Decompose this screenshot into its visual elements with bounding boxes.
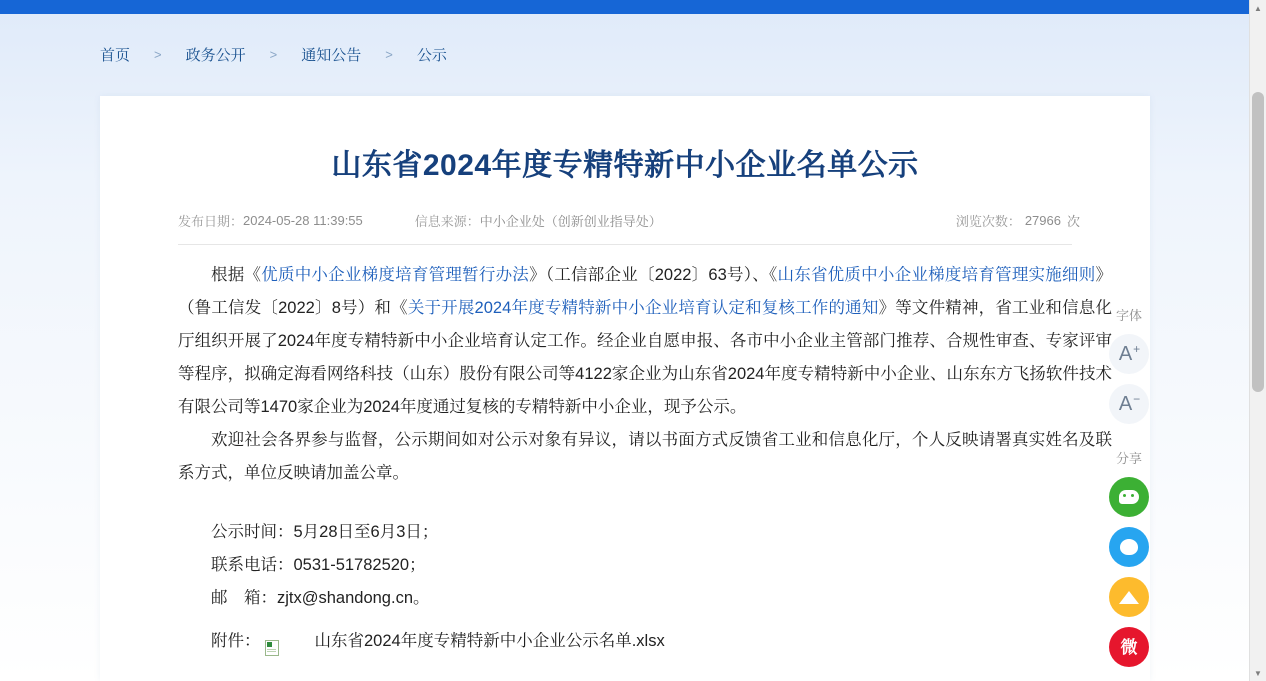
attachment-label: 附件： (211, 632, 261, 650)
breadcrumb-separator: > (269, 47, 278, 62)
breadcrumb-separator: > (385, 47, 393, 62)
qzone-icon (1119, 591, 1139, 604)
para1-text-2: 》（工信部企业〔2022〕63号）、《 (529, 266, 778, 284)
source-label: 信息来源： (414, 214, 480, 229)
font-increase-button[interactable] (1109, 334, 1149, 374)
link-measures-document[interactable]: 优质中小企业梯度培育管理暂行办法 (261, 266, 530, 284)
scroll-down-icon[interactable]: ▼ (1254, 668, 1262, 678)
font-decrease-button[interactable] (1109, 384, 1149, 424)
contact-email: 邮 箱：zjtx@shandong.cn。 (211, 589, 430, 607)
source-value: 中小企业处（创新创业指导处） (479, 214, 662, 229)
para1-text-1: 根据《 (211, 266, 262, 284)
breadcrumb-item-notices[interactable]: 通知公告 (301, 47, 362, 64)
breadcrumb (0, 14, 1250, 65)
link-shandong-rules[interactable]: 山东省优质中小企业梯度培育管理实施细则 (777, 266, 1096, 284)
scrollbar-thumb[interactable] (1252, 92, 1264, 392)
paragraph-1 (178, 259, 1112, 424)
announcement-period: 公示时间：5月28日至6月3日； (211, 523, 439, 541)
article-body (100, 245, 1150, 615)
wechat-icon (1119, 490, 1139, 504)
page-title: 山东省2024年度专精特新中小企业名单公示 (331, 149, 919, 182)
share-qq-button[interactable] (1109, 527, 1149, 567)
paragraph-2: 欢迎社会各界参与监督，公示期间如对公示对象有异议，请以书面方式反馈省工业和信息化厅，个人反映请署真实姓名及联系方式，单位反映请加盖公章。 (178, 431, 1112, 482)
breadcrumb-item-home[interactable]: 首页 (100, 47, 131, 64)
article-card (100, 96, 1150, 681)
attachment-link[interactable]: 山东省2024年度专精特新中小企业公示名单.xlsx (314, 632, 665, 650)
top-accent-bar (0, 0, 1250, 14)
share-wechat-button[interactable] (1109, 477, 1149, 517)
attachment-row (100, 615, 1150, 658)
views-unit: 次 (1066, 214, 1080, 229)
views-count: 27966 (1024, 213, 1061, 228)
share-label: 分享 (1115, 451, 1142, 466)
scroll-up-icon[interactable]: ▲ (1254, 3, 1262, 13)
qq-icon (1120, 539, 1138, 555)
link-2024-notice[interactable]: 关于开展2024年度专精特新中小企业培育认定和复核工作的通知 (407, 299, 879, 317)
publish-date-label: 发布日期： (178, 214, 244, 229)
minus-icon: − (1133, 392, 1141, 406)
contact-phone: 联系电话：0531-51782520； (211, 556, 426, 574)
vertical-scrollbar[interactable] (1249, 0, 1266, 681)
breadcrumb-item-government-affairs[interactable]: 政务公开 (185, 47, 246, 64)
body-spacer (178, 490, 1112, 516)
para1-text-4: 》等文件精神，省工业和信息化厅组织开展了2024年度专精特新中小企业培育认定工作。经企业自愿申报、各市中小企业主管部门推荐、合规性审查、专家评审等程序，拟确定海看网络科技（山东）股份有限公司等4122家企业为山东省2024年度专精特新中小企业、山东东方飞扬软件技术有限公司等1470家企业为2024年度通过复核的专精特新中小企业，现予公示。 (178, 299, 1112, 416)
article-meta (100, 185, 1150, 230)
para1-text-3: 》（鲁工信发〔2022〕8号）和《 (178, 266, 1113, 317)
weibo-icon: 微 (1120, 637, 1138, 657)
font-size-label: 字体 (1115, 308, 1142, 323)
breadcrumb-item-announcement[interactable]: 公示 (416, 47, 447, 64)
font-decrease-letter: A (1118, 392, 1133, 415)
views-label: 浏览次数： (955, 214, 1021, 229)
share-weibo-button[interactable] (1109, 627, 1149, 667)
side-tools-rail (1094, 305, 1164, 677)
plus-icon: + (1133, 342, 1141, 356)
font-increase-letter: A (1118, 342, 1133, 365)
breadcrumb-separator: > (154, 47, 162, 62)
share-qzone-button[interactable] (1109, 577, 1149, 617)
publish-date-value: 2024-05-28 11:39:55 (243, 213, 363, 228)
excel-file-icon (265, 640, 279, 656)
